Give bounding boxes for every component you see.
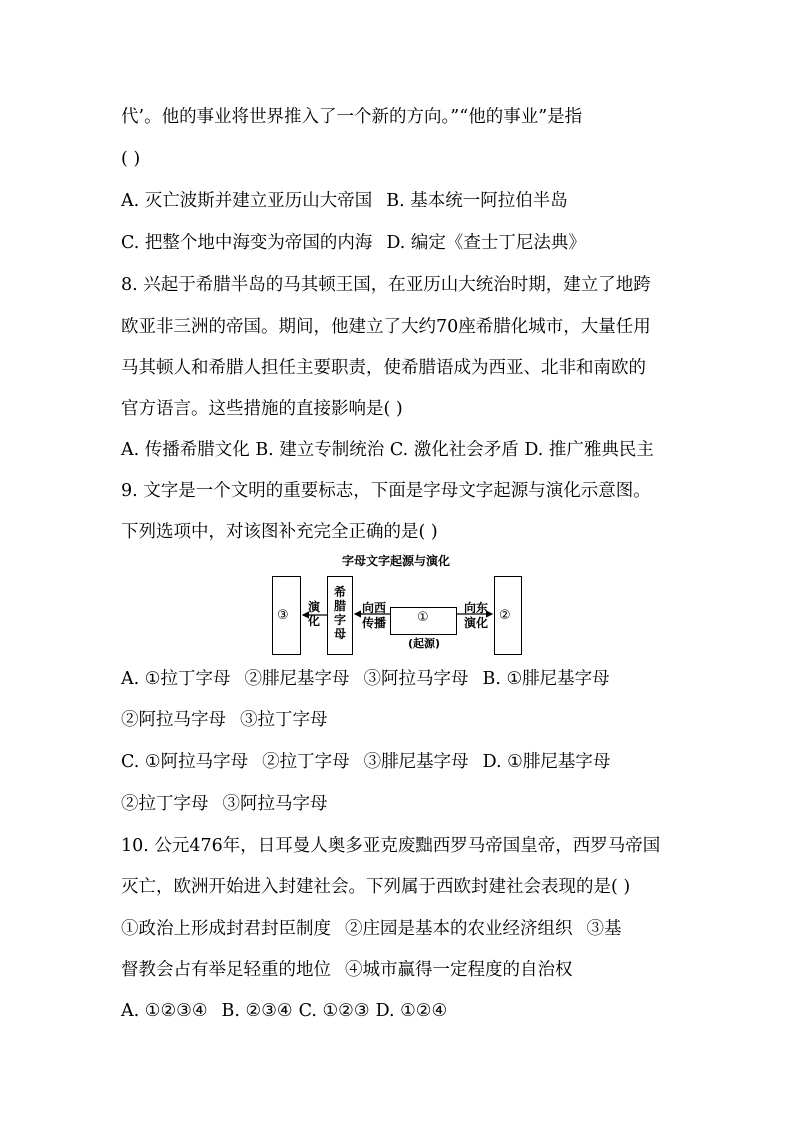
q8-stem-line-2: 欧亚非三洲的帝国。期间，他建立了大约70座希腊化城市，大量任用 <box>121 317 651 337</box>
q7-stem-end: 代’。他的事业将世界推入了一个新的方向。”“他的事业”是指 <box>121 107 583 127</box>
q9-option-d-1: D. ①腓尼基字母 <box>482 752 611 772</box>
q10-item-3-end: 督教会占有举足轻重的地位 <box>121 960 331 980</box>
q9-option-d-2: ②拉丁字母 <box>121 794 209 814</box>
q9-stem-line-2: 下列选项中，对该图补充完全正确的是( ) <box>121 522 438 542</box>
q10-stem-line-2: 灭亡，欧洲开始进入封建社会。下列属于西欧封建社会表现的是( ) <box>121 877 631 897</box>
q10-items-row-1 <box>121 918 622 940</box>
q9-option-a-1: A. ①拉丁字母 <box>121 669 231 689</box>
diagram-box-3-label: ③ <box>277 608 289 623</box>
diagram-title: 字母文字起源与演化 <box>341 554 450 568</box>
q9-option-b-3: ③拉丁字母 <box>240 710 328 730</box>
diagram-box-2-label: ② <box>499 608 511 623</box>
q7-option-b: B. 基本统一阿拉伯半岛 <box>386 191 568 211</box>
q10-items-row-2 <box>121 959 573 981</box>
diagram-greek-label: 希 腊 字 母 <box>333 585 346 641</box>
diagram-box-1-label: ① <box>417 610 429 625</box>
q8-options: A. 传播希腊文化 B. 建立专制统治 C. 激化社会矛盾 D. 推广雅典民主 <box>121 440 654 460</box>
diagram-arrows <box>268 552 524 656</box>
q10-option-c: C. ①②③ <box>298 1001 370 1021</box>
q9-option-b-1: B. ①腓尼基字母 <box>482 669 610 689</box>
q10-option-b: B. ②③④ <box>221 1001 293 1021</box>
diagram-west-label: 向西 传播 <box>361 601 386 630</box>
q7-answer-paren: ( ) <box>121 149 141 169</box>
q9-option-c-3: ③腓尼基字母 <box>363 752 469 772</box>
q9-options-row-1 <box>121 668 610 690</box>
q9-options-row-4 <box>121 793 328 815</box>
q9-option-d-3: ③阿拉马字母 <box>222 794 328 814</box>
diagram-evolve-left-label: 演 化 <box>307 600 320 628</box>
q9-option-c-1: C. ①阿拉马字母 <box>121 752 249 772</box>
q9-stem-line-1: 9. 文字是一个文明的重要标志，下面是字母文字起源与演化示意图。 <box>121 481 651 501</box>
q10-item-2: ②庄园是基本的农业经济组织 <box>345 919 573 939</box>
q8-stem-line-4: 官方语言。这些措施的直接影响是( ) <box>121 399 403 419</box>
q7-options-row-1 <box>121 190 568 212</box>
q9-options-row-3 <box>121 751 610 773</box>
q7-options-row-2 <box>121 232 586 254</box>
q9-option-b-2: ②阿拉马字母 <box>121 710 226 730</box>
q10-stem-line-1: 10. 公元476年，日耳曼人奥多亚克废黜西罗马帝国皇帝，西罗马帝国 <box>121 836 661 856</box>
q10-options <box>121 1000 447 1022</box>
q10-option-a: A. ①②③④ <box>121 1001 208 1021</box>
q10-item-1: ①政治上形成封君封臣制度 <box>121 919 331 939</box>
diagram-east-label: 向东 演化 <box>463 601 488 630</box>
q7-option-c: C. 把整个地中海变为帝国的内海 <box>121 233 373 253</box>
q9-option-a-3: ③阿拉马字母 <box>363 669 469 689</box>
q9-option-a-2: ②腓尼基字母 <box>244 669 350 689</box>
q7-option-a: A. 灭亡波斯并建立亚历山大帝国 <box>121 191 373 211</box>
q9-options-row-2 <box>121 709 328 731</box>
q8-stem-line-1: 8. 兴起于希腊半岛的马其顿王国，在亚历山大统治时期，建立了地跨 <box>121 275 651 295</box>
q9-option-c-2: ②拉丁字母 <box>262 752 350 772</box>
q10-item-4: ④城市赢得一定程度的自治权 <box>345 960 573 980</box>
q7-option-d: D. 编定《查士丁尼法典》 <box>386 233 586 253</box>
alphabet-evolution-diagram <box>268 552 524 656</box>
q10-option-d: D. ①②④ <box>375 1001 448 1021</box>
q8-stem-line-3: 马其顿人和希腊人担任主要职责，使希腊语成为西亚、北非和南欧的 <box>121 358 646 378</box>
q10-item-3-start: ③基 <box>586 919 622 939</box>
diagram-origin-label: (起源) <box>407 637 441 650</box>
